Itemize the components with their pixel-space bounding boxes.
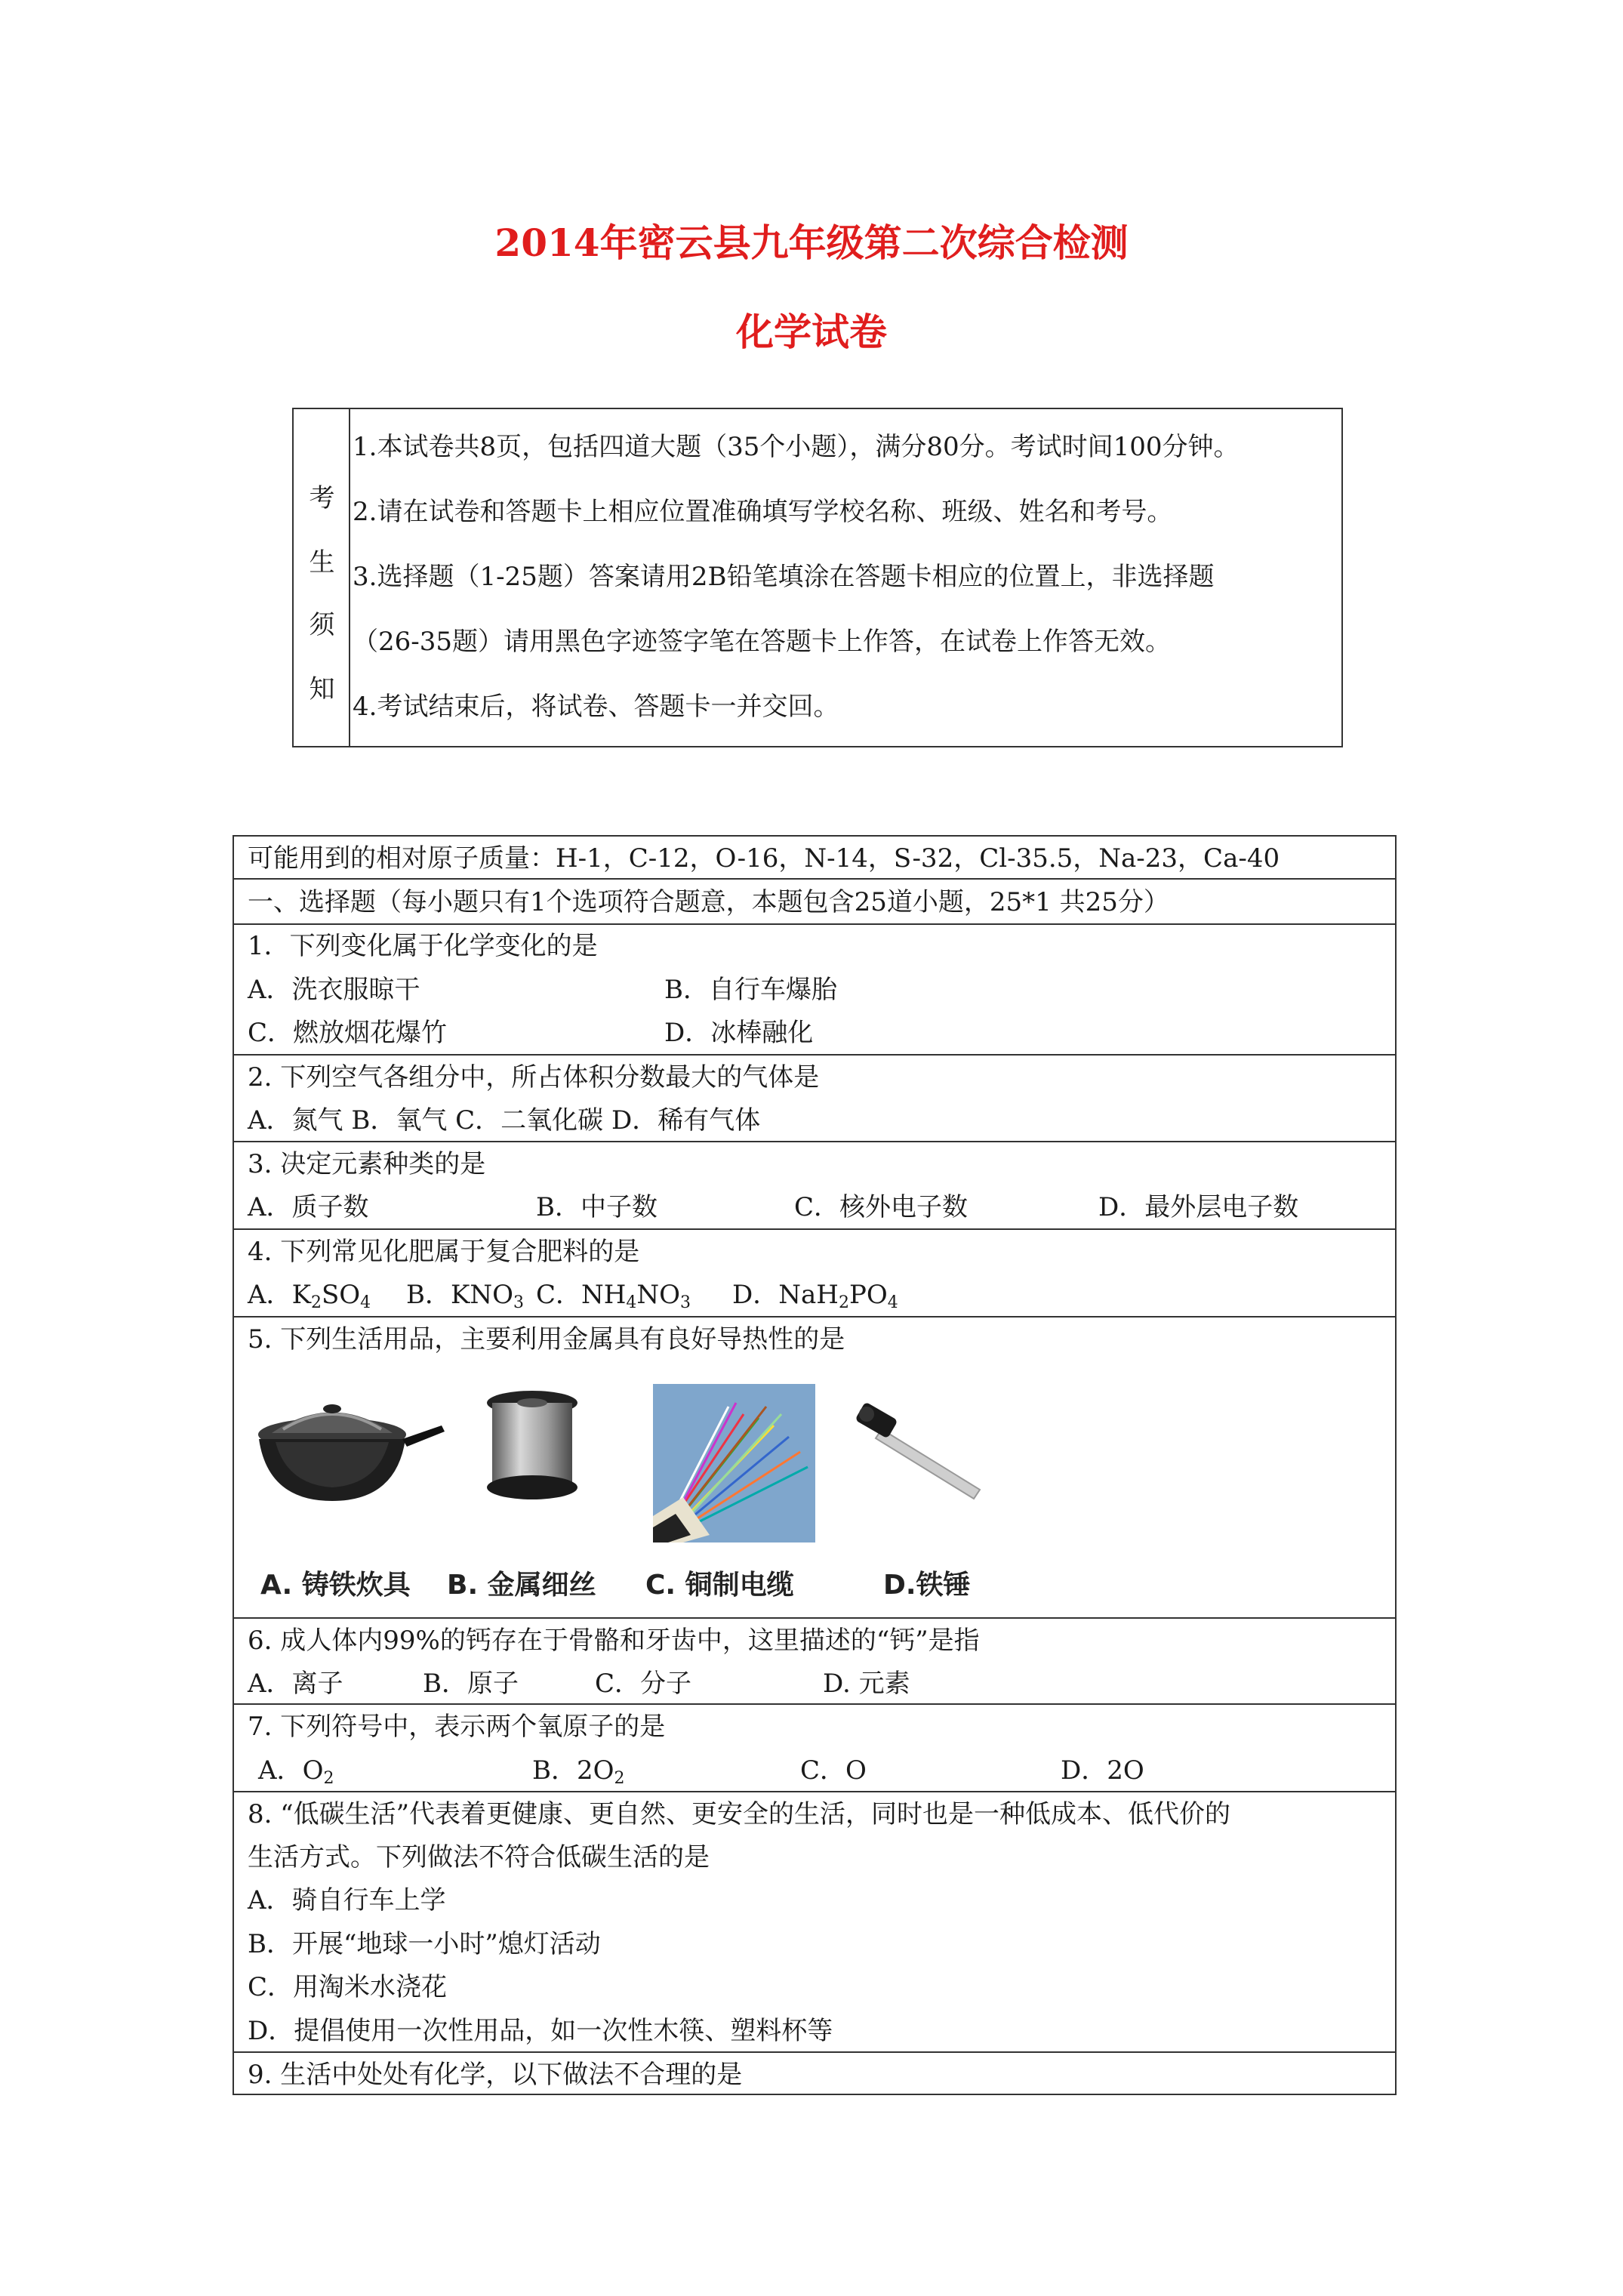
q8-option-c: C．用淘米水浇花 [248, 1972, 448, 2002]
q8-option-d: D．提倡使用一次性用品，如一次性木筷、塑料杯等 [248, 2016, 833, 2046]
q2-options: A．氮气 B．氧气 C．二氧化碳 D．稀有气体 [248, 1105, 761, 1136]
question-table [233, 835, 1397, 2095]
q5-option-c: C. 铜制电缆 [645, 1570, 794, 1601]
q3-stem: 3. 决定元素种类的是 [248, 1149, 486, 1179]
section-heading: 一、选择题（每小题只有1个选项符合题意，本题包含25道小题，25*1 共25分） [248, 887, 1169, 917]
q6-option-c: C．分子 [595, 1669, 692, 1699]
notice-side-char: 知 [309, 674, 335, 704]
copper-cable-image [653, 1384, 815, 1542]
q3-option-a: A．质子数 [248, 1192, 369, 1222]
q5-stem: 5. 下列生活用品，主要利用金属具有良好导热性的是 [248, 1324, 845, 1354]
q3-option-b: B．中子数 [536, 1192, 658, 1222]
q6-option-a: A．离子 [248, 1669, 343, 1699]
notice-line: 3.选择题（1-25题）答案请用2B铅笔填涂在答题卡相应的位置上，非选择题 [353, 562, 1215, 592]
q5-option-a: A. 铸铁炊具 [260, 1570, 411, 1601]
q7-option-d: D．2O [1061, 1755, 1144, 1786]
q7-option-a: A．$O_2$ [258, 1755, 334, 1788]
q5-option-d: D.铁锤 [883, 1570, 971, 1601]
q6-option-b: B．原子 [423, 1669, 519, 1699]
q4-option-b: B．$KNO_3$ [406, 1280, 525, 1312]
q1-stem: 1．下列变化属于化学变化的是 [248, 931, 598, 961]
hammer-image [852, 1399, 987, 1512]
notice-line: 1.本试卷共8页，包括四道大题（35个小题），满分80分。考试时间100分钟。 [353, 432, 1240, 462]
q6-stem: 6. 成人体内99%的钙存在于骨骼和牙齿中，这里描述的“钙”是指 [248, 1626, 980, 1656]
q4-stem: 4. 下列常见化肥属于复合肥料的是 [248, 1237, 640, 1267]
q1-option-a: A．洗衣服晾干 [248, 975, 420, 1005]
wok-image [253, 1395, 445, 1509]
notice-side-char: 须 [309, 610, 335, 640]
q8-option-b: B．开展“地球一小时”熄灯活动 [248, 1929, 601, 1959]
notice-side-char: 考 [309, 483, 335, 513]
notice-side-label [294, 409, 350, 746]
q9-stem: 9. 生活中处处有化学，以下做法不合理的是 [248, 2060, 743, 2090]
q8-stem-line1: 8. “低碳生活”代表着更健康、更自然、更安全的生活，同时也是一种低成本、低代价的 [248, 1799, 1231, 1829]
q7-option-b: B．$2O_2$ [532, 1755, 625, 1788]
q3-option-c: C．核外电子数 [794, 1192, 969, 1222]
q7-stem: 7. 下列符号中，表示两个氧原子的是 [248, 1712, 666, 1742]
q4-option-a: A．$K_2SO_4$ [248, 1280, 371, 1312]
q2-stem: 2. 下列空气各组分中，所占体积分数最大的气体是 [248, 1062, 820, 1093]
q5-option-b: B. 金属细丝 [447, 1570, 596, 1601]
exam-title: 2014年密云县九年级第二次综合检测 [494, 220, 1129, 265]
q1-option-c: C．燃放烟花爆竹 [248, 1018, 448, 1048]
notice-line: 2.请在试卷和答题卡上相应位置准确填写学校名称、班级、姓名和考号。 [353, 497, 1173, 527]
q4-option-c: C．$NH_4NO_3$ [536, 1280, 691, 1312]
q3-option-d: D．最外层电子数 [1098, 1192, 1299, 1222]
q6-option-d: D. 元素 [823, 1669, 910, 1699]
q8-option-a: A．骑自行车上学 [248, 1885, 446, 1915]
notice-line: （26-35题）请用黑色字迹签字笔在答题卡上作答，在试卷上作答无效。 [353, 627, 1172, 657]
q8-stem-line2: 生活方式。下列做法不符合低碳生活的是 [248, 1842, 710, 1872]
q1-option-b: B．自行车爆胎 [664, 975, 837, 1005]
q1-option-d: D．冰棒融化 [664, 1018, 814, 1048]
wire-spool-image [483, 1388, 581, 1501]
notice-box [292, 408, 1343, 747]
exam-subtitle: 化学试卷 [736, 310, 887, 354]
q4-option-d: D．$NaH_2PO_4$ [732, 1280, 898, 1312]
atomic-mass-line: 可能用到的相对原子质量：H-1，C-12，O-16，N-14，S-32，Cl-35.5，Na-23，Ca-40 [248, 843, 1280, 874]
notice-line: 4.考试结束后，将试卷、答题卡一并交回。 [353, 692, 839, 722]
notice-side-char: 生 [309, 547, 335, 578]
q7-option-c: C．O [800, 1755, 867, 1786]
